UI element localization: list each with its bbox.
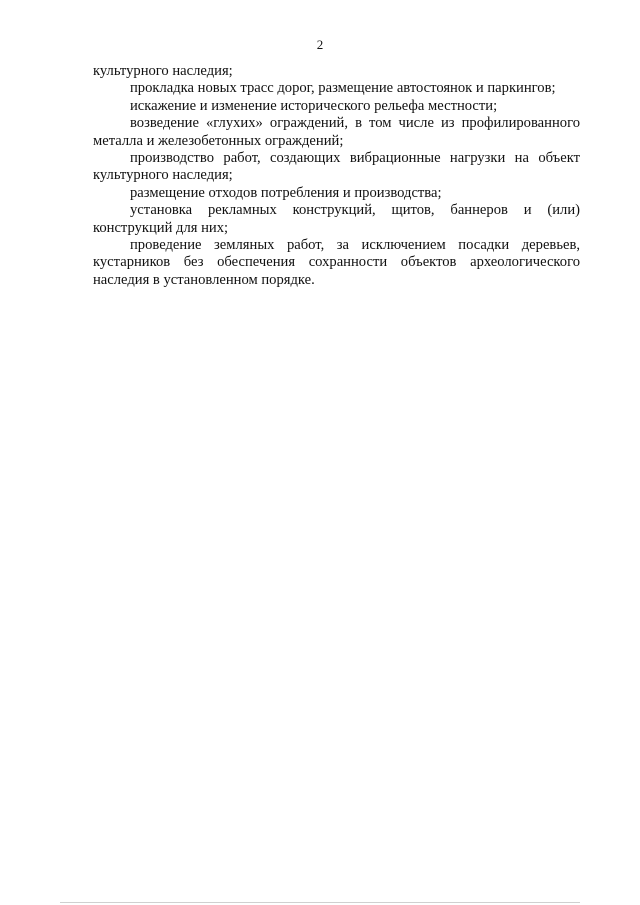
list-item-relief-distortion: искажение и изменение исторического рельефа местности; xyxy=(130,97,498,114)
list-item-earthworks: проведение земляных работ, за исключением посадки деревьев, кустарников без обеспечения сохранности объектов археологического наследия в установленном порядке. xyxy=(93,237,580,288)
list-item-waste-placement: размещение отходов потребления и производства; xyxy=(130,184,442,201)
page-number: 2 xyxy=(316,37,324,52)
list-item-roads-parking: прокладка новых трасс дорог, размещение автостоянок и паркингов; xyxy=(130,80,556,97)
list-item-blind-fences: возведение «глухих» ограждений, в том числе из профилированного металла и железобетонных ограждений; xyxy=(93,115,580,149)
list-item-advertising-structures: установка рекламных конструкций, щитов, баннеров и (или) конструкций для них; xyxy=(93,202,580,236)
list-item-vibration-works: производство работ, создающих вибрационные нагрузки на объект культурного наследия; xyxy=(93,150,580,184)
paragraph-continuation: культурного наследия; xyxy=(93,63,233,79)
document-body xyxy=(93,63,580,289)
scan-bottom-edge xyxy=(60,902,580,903)
